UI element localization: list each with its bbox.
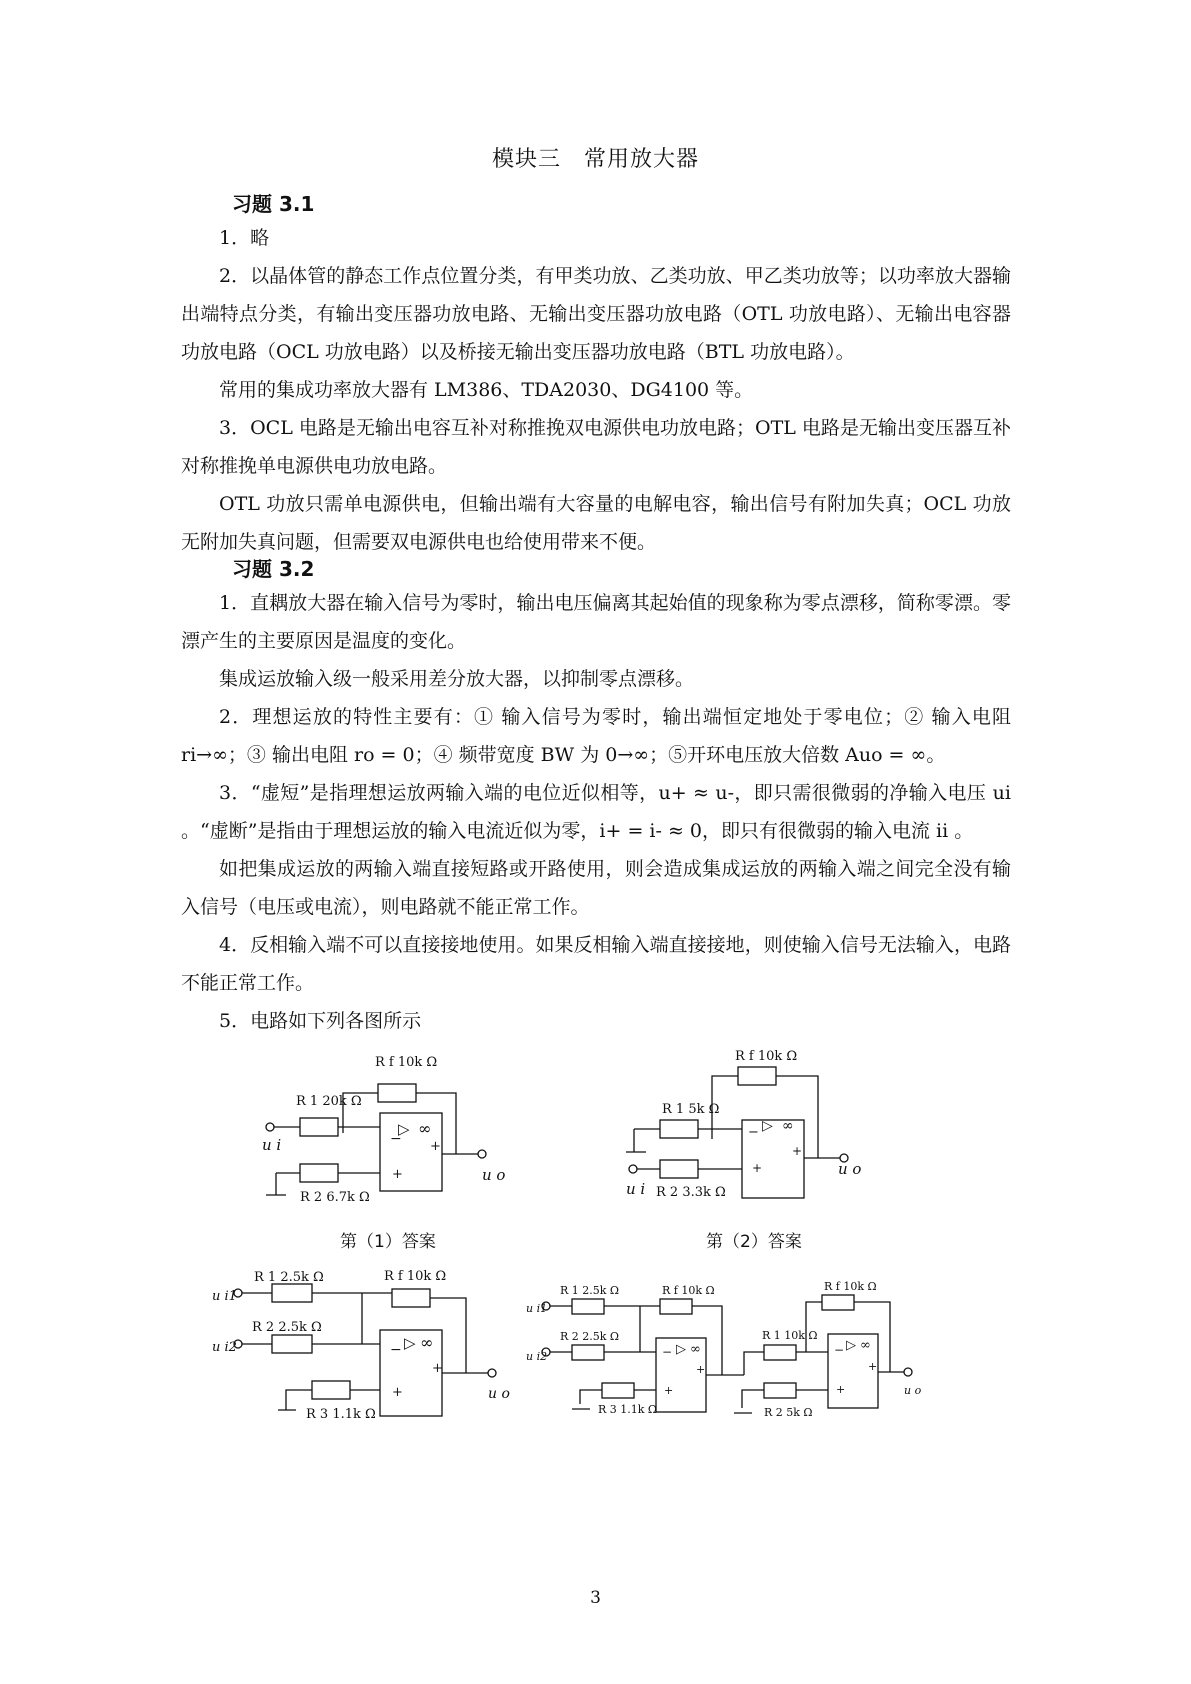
op-amp-triangle-icon: ▷ xyxy=(676,1342,686,1357)
label-ui1: u i1 xyxy=(526,1302,548,1315)
plus-sign: + xyxy=(432,1361,443,1376)
label-r1: R 1 5k Ω xyxy=(662,1102,720,1117)
op-amp-triangle-icon: ▷ xyxy=(846,1338,856,1353)
infinity-icon: ∞ xyxy=(418,1119,432,1138)
page-number: 3 xyxy=(590,1588,601,1608)
op-amp-triangle-icon: ▷ xyxy=(404,1334,416,1352)
minus-sign: − xyxy=(748,1125,759,1140)
plus-sign: + xyxy=(836,1383,846,1396)
caption-figure-2: 第（2）答案 xyxy=(706,1232,802,1252)
caption-figure-1: 第（1）答案 xyxy=(340,1232,436,1252)
paragraph: 如把集成运放的两输入端直接短路或开路使用，则会造成集成运放的两输入端之间完全没有输入信号（电压或电流），则电路就不能正常工作。 xyxy=(181,858,1011,918)
minus-sign: − xyxy=(390,1342,402,1358)
label-ui1: u i1 xyxy=(212,1289,237,1304)
plus-sign: + xyxy=(392,1167,403,1182)
plus-sign: + xyxy=(392,1385,403,1400)
label-ui: u i xyxy=(262,1136,282,1154)
label-rf1: R f 10k Ω xyxy=(662,1284,715,1297)
resistor-rf xyxy=(738,1067,776,1085)
resistor-rf xyxy=(378,1084,416,1102)
op-amp-triangle-icon: ▷ xyxy=(762,1118,773,1134)
label-uo: u o xyxy=(488,1386,510,1402)
resistor-r2 xyxy=(272,1335,312,1353)
label-ui2: u i2 xyxy=(526,1350,548,1363)
plus-sign: + xyxy=(868,1360,878,1373)
resistor-rf1 xyxy=(660,1299,692,1314)
label-r2: R 2 2.5k Ω xyxy=(560,1330,620,1343)
paragraph: 集成运放输入级一般采用差分放大器，以抑制零点漂移。 xyxy=(219,668,695,690)
minus-sign: − xyxy=(390,1131,402,1147)
paragraph: OTL 功放只需单电源供电，但输出端有大容量的电解电容，输出信号有附加失真；OCL 功放无附加失真问题，但需要双电源供电也给使用带来不便。 xyxy=(181,493,1011,553)
label-rf: R f 10k Ω xyxy=(735,1049,798,1064)
resistor-r1 xyxy=(660,1120,698,1138)
minus-sign: − xyxy=(834,1343,845,1357)
label-rf2: R f 10k Ω xyxy=(824,1280,877,1293)
label-r1: R 1 2.5k Ω xyxy=(254,1270,324,1285)
circuit-figure-4 xyxy=(526,1280,922,1419)
resistor-r3 xyxy=(602,1383,634,1398)
circuit-figure-1 xyxy=(262,1055,505,1252)
resistor-r2 xyxy=(660,1160,698,1178)
label-ui2: u i2 xyxy=(212,1340,237,1355)
resistor-r3 xyxy=(312,1381,350,1399)
label-uo: u o xyxy=(838,1160,862,1178)
infinity-icon: ∞ xyxy=(860,1338,871,1353)
resistor-r2b xyxy=(764,1383,796,1398)
paragraph: 常用的集成功率放大器有 LM386、TDA2030、DG4100 等。 xyxy=(219,379,754,401)
paragraph: 2．理想运放的特性主要有：① 输入信号为零时，输出端恒定地处于零电位；② 输入电阻 ri→∞；③ 输出电阻 ro = 0；④ 频带宽度 BW 为 0→∞；⑤开环电压放大倍数 Auo = ∞。 xyxy=(181,706,1011,766)
plus-sign: + xyxy=(430,1139,441,1154)
paragraph: 5．电路如下列各图所示 xyxy=(219,1010,422,1032)
label-ui: u i xyxy=(626,1180,646,1198)
plus-sign: + xyxy=(664,1384,674,1397)
page-title: 模块三 常用放大器 xyxy=(491,147,699,172)
resistor-r2 xyxy=(300,1164,338,1182)
label-uo: u o xyxy=(482,1166,506,1184)
resistor-rf xyxy=(392,1289,430,1307)
circuit-figure-3 xyxy=(212,1269,510,1422)
infinity-icon: ∞ xyxy=(690,1342,701,1357)
resistor-r2 xyxy=(572,1345,604,1360)
resistor-rf2 xyxy=(822,1295,854,1310)
section-heading-3-1: 习题 3.1 xyxy=(232,192,315,216)
label-r1: R 1 20k Ω xyxy=(296,1094,362,1109)
plus-sign: + xyxy=(752,1161,763,1175)
paragraph: 1．直耦放大器在输入信号为零时，输出电压偏离其起始值的现象称为零点漂移，简称零漂。零漂产生的主要原因是温度的变化。 xyxy=(181,592,1011,652)
label-r2: R 2 2.5k Ω xyxy=(252,1320,322,1335)
label-uo: u o xyxy=(904,1384,922,1397)
label-r1b: R 1 10k Ω xyxy=(762,1329,818,1342)
plus-sign: + xyxy=(792,1144,803,1158)
label-r2b: R 2 5k Ω xyxy=(764,1406,813,1419)
infinity-icon: ∞ xyxy=(782,1118,794,1134)
label-rf: R f 10k Ω xyxy=(384,1269,447,1284)
op-amp-triangle-icon: ▷ xyxy=(398,1120,410,1138)
plus-sign: + xyxy=(696,1363,706,1376)
paragraph: 2．以晶体管的静态工作点位置分类，有甲类功放、乙类功放、甲乙类功放等；以功率放大器输出端特点分类，有输出变压器功放电路、无输出变压器功放电路（OTL 功放电路）、无输出电容器功放电路（OCL 功放电路）以及桥接无输出变压器功放电路（BTL 功放电路）。 xyxy=(181,265,1011,363)
minus-sign: − xyxy=(662,1345,673,1359)
resistor-r1 xyxy=(272,1284,312,1302)
infinity-icon: ∞ xyxy=(420,1333,434,1352)
resistor-r1 xyxy=(300,1118,338,1136)
label-r2: R 2 6.7k Ω xyxy=(300,1190,370,1205)
label-r3: R 3 1.1k Ω xyxy=(306,1407,376,1422)
paragraph: 4．反相输入端不可以直接接地使用。如果反相输入端直接接地，则使输入信号无法输入，电路不能正常工作。 xyxy=(181,934,1011,994)
label-r3: R 3 1.1k Ω xyxy=(598,1403,658,1416)
label-rf: R f 10k Ω xyxy=(375,1055,438,1070)
circuit-figure-2 xyxy=(626,1049,861,1252)
label-r2: R 2 3.3k Ω xyxy=(656,1185,726,1200)
resistor-r1 xyxy=(572,1299,604,1314)
resistor-r1b xyxy=(764,1345,796,1360)
section-heading-3-2: 习题 3.2 xyxy=(232,557,315,581)
paragraph: 1．略 xyxy=(219,227,270,249)
label-r1: R 1 2.5k Ω xyxy=(560,1284,620,1297)
paragraph: 3．“虚短”是指理想运放两输入端的电位近似相等，u+ ≈ u-，即只需很微弱的净输入电压 ui 。“虚断”是指由于理想运放的输入电流近似为零，i+ = i- ≈ 0，即只有很微弱的输入电流 ii 。 xyxy=(181,782,1011,842)
paragraph: 3．OCL 电路是无输出电容互补对称推挽双电源供电功放电路；OTL 电路是无输出变压器互补对称推挽单电源供电功放电路。 xyxy=(181,417,1011,477)
